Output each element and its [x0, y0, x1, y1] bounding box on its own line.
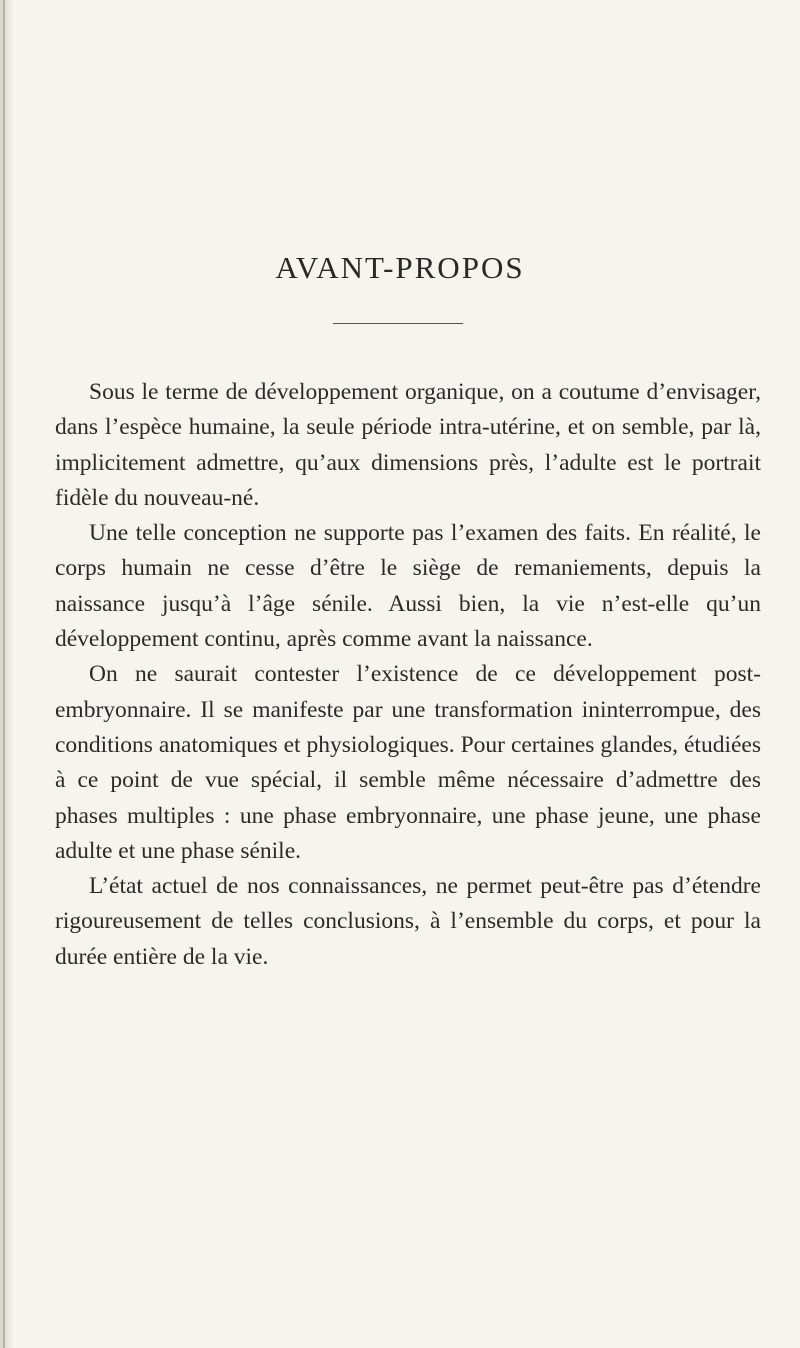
- paragraph-1: Sous le terme de développement organique, on a coutume d’envisager, dans l’espèce humaine, la seule période intra-utérine, et on semble, par là, implicitement admettre, qu’aux dimensions près, l’adulte est le portrait fidèle du nouveau-né.: [55, 379, 761, 511]
- page-binding-edge: [0, 0, 14, 1348]
- title-divider: [333, 323, 463, 324]
- paragraph-3: On ne saurait contester l’existence de ce développement post-embryonnaire. Il se manifeste par une transformation ininterrompue, des conditions anatomiques et physiologiques. Pour certaines glandes, étudiées à ce point de vue spécial, il semble même nécessaire d’admettre des phases multiples : une phase embryonnaire, une phase jeune, une phase adulte et une phase sénile.: [55, 661, 761, 864]
- paragraph-2: Une telle conception ne supporte pas l’examen des faits. En réalité, le corps humain ne cesse d’être le siège de remaniements, depuis la naissance jusqu’à l’âge sénile. Aussi bien, la vie n’est-elle qu’un développement continu, après comme avant la naissance.: [55, 520, 761, 653]
- page-title: AVANT-PROPOS: [275, 250, 525, 285]
- paragraph-4: L’état actuel de nos connaissances, ne permet peut-être pas d’étendre rigoureusement de telles conclusions, à l’ensemble du corps, et pour la durée entière de la vie.: [55, 873, 761, 970]
- body-text: [55, 375, 761, 975]
